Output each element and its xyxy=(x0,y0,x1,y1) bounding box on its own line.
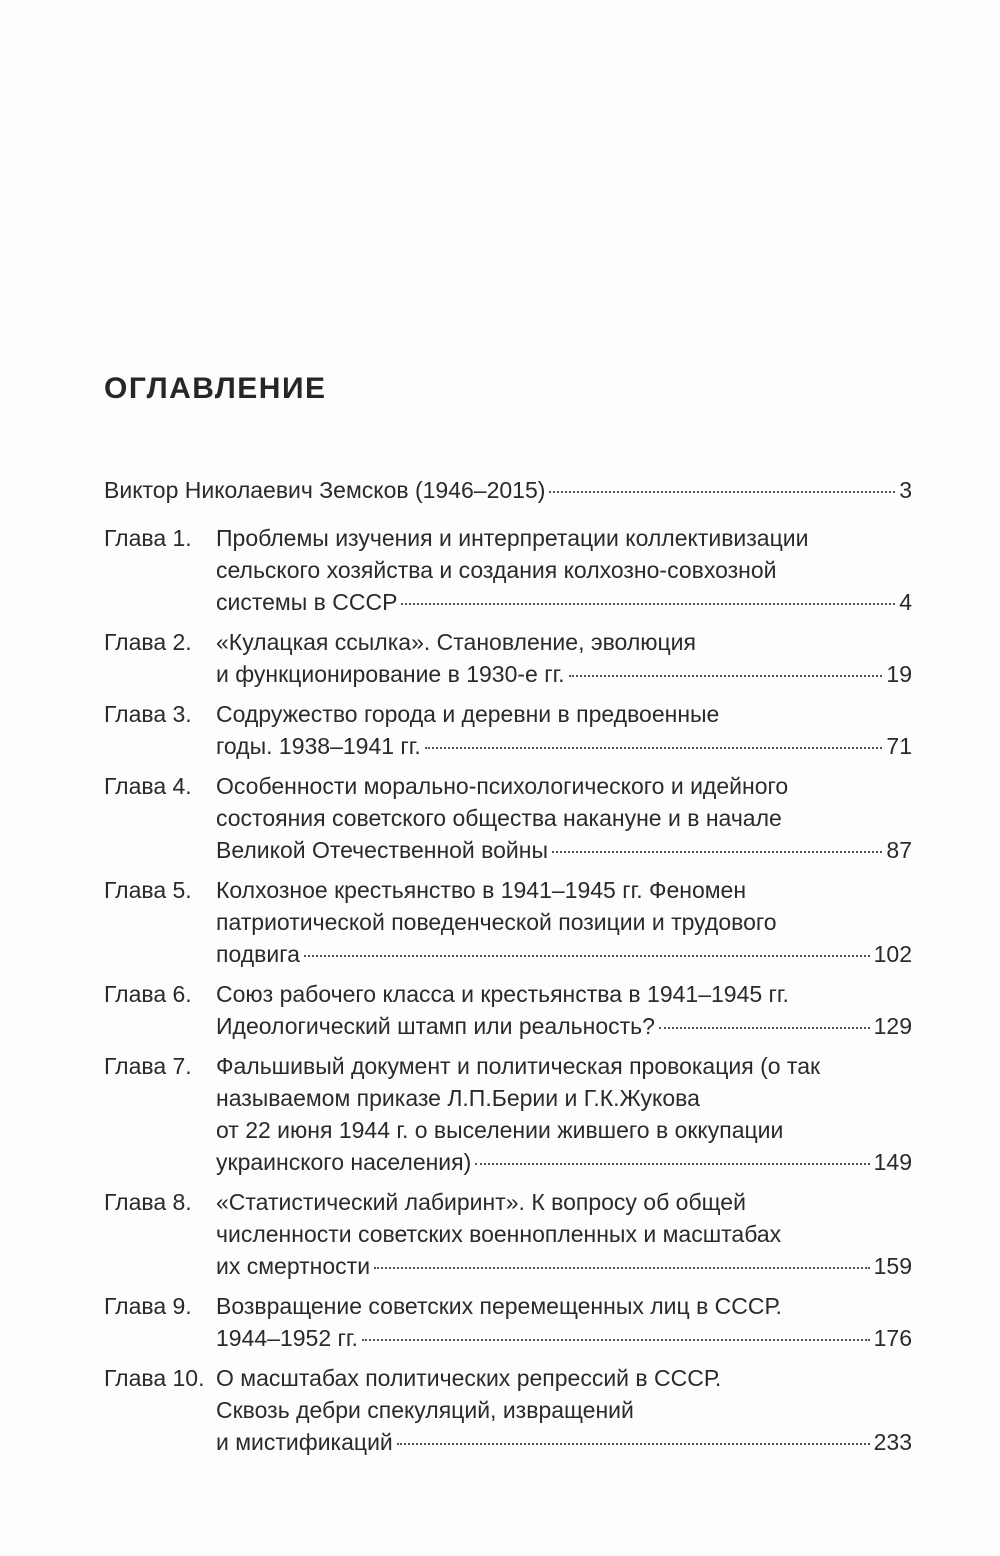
toc-entry-chapter-4[interactable] xyxy=(104,770,912,866)
chapter-title-line: Проблемы изучения и интерпретации коллективизации xyxy=(216,525,809,551)
chapter-title-line: и мистификаций xyxy=(216,1429,393,1455)
page-number: 233 xyxy=(873,1429,912,1455)
page-title: ОГЛАВЛЕНИЕ xyxy=(104,372,327,405)
dot-leader xyxy=(552,851,882,853)
chapter-title-line: Сквозь дебри спекуляций, извращений xyxy=(216,1397,634,1423)
page-number: 102 xyxy=(873,941,912,967)
toc-entry-last-line xyxy=(216,1322,912,1354)
toc-entry-last-line xyxy=(216,730,912,762)
toc-entry-chapter-8[interactable] xyxy=(104,1186,912,1282)
chapter-label: Глава 6. xyxy=(104,981,192,1007)
chapter-title-line: состояния советского общества накануне и в начале xyxy=(216,805,782,831)
toc-entry-chapter-2[interactable] xyxy=(104,626,912,690)
chapter-title-line: украинского населения) xyxy=(216,1149,472,1175)
dot-leader xyxy=(549,491,895,493)
toc-entry-last-line xyxy=(216,834,912,866)
toc-entry-body xyxy=(216,1050,912,1178)
chapter-title-line: их смертности xyxy=(216,1253,371,1279)
dot-leader xyxy=(569,675,883,677)
toc-entry-body xyxy=(216,874,912,970)
chapter-title-line: Союз рабочего класса и крестьянства в 1941–1945 гг. xyxy=(216,981,789,1007)
toc-entry-body xyxy=(104,474,912,506)
chapter-title-line: называемом приказе Л.П.Берии и Г.К.Жукова xyxy=(216,1085,700,1111)
chapter-label: Глава 4. xyxy=(104,773,192,799)
toc-entry-last-line xyxy=(216,938,912,970)
chapter-title-line: и функционирование в 1930-е гг. xyxy=(216,661,565,687)
dot-leader xyxy=(362,1339,870,1341)
toc-entry-title: Виктор Николаевич Земсков (1946–2015) xyxy=(104,477,546,503)
page-number: 176 xyxy=(873,1325,912,1351)
toc-entry-last-line xyxy=(104,474,912,506)
chapter-title-line: «Статистический лабиринт». К вопросу об общей xyxy=(216,1189,746,1215)
page-number: 149 xyxy=(873,1149,912,1175)
toc-entry-body xyxy=(216,626,912,690)
chapter-label: Глава 10. xyxy=(104,1365,205,1391)
chapter-label: Глава 1. xyxy=(104,525,192,551)
page-number: 159 xyxy=(873,1253,912,1279)
toc-entry-last-line xyxy=(216,586,912,618)
toc-entry-body xyxy=(216,522,912,618)
page-number: 87 xyxy=(886,837,912,863)
chapter-title-line: «Кулацкая ссылка». Становление, эволюция xyxy=(216,629,696,655)
toc-entry-body xyxy=(216,698,912,762)
toc-entry-chapter-1[interactable] xyxy=(104,522,912,618)
toc-entry-last-line xyxy=(216,1146,912,1178)
chapter-title-line: Содружество города и деревни в предвоенные xyxy=(216,701,720,727)
chapter-title-line: Возвращение советских перемещенных лиц в СССР. xyxy=(216,1293,782,1319)
toc-entry-last-line xyxy=(216,1010,912,1042)
chapter-title-line: системы в СССР xyxy=(216,589,398,615)
toc-entry-body xyxy=(216,1362,912,1458)
chapter-title-line: годы. 1938–1941 гг. xyxy=(216,733,421,759)
dot-leader xyxy=(475,1163,869,1165)
chapter-label: Глава 8. xyxy=(104,1189,192,1215)
table-of-contents xyxy=(104,474,912,1466)
toc-entry-body xyxy=(216,770,912,866)
chapter-title-line: Идеологический штамп или реальность? xyxy=(216,1013,655,1039)
dot-leader xyxy=(401,603,895,605)
chapter-title-line: 1944–1952 гг. xyxy=(216,1325,358,1351)
dot-leader xyxy=(425,747,883,749)
page-number: 71 xyxy=(886,733,912,759)
chapter-title-line: от 22 июня 1944 г. о выселении жившего в оккупации xyxy=(216,1117,784,1143)
toc-entry-intro[interactable] xyxy=(104,474,912,506)
page-number: 3 xyxy=(899,477,912,503)
toc-entry-last-line xyxy=(216,1250,912,1282)
chapter-title-line: численности советских военнопленных и масштабах xyxy=(216,1221,782,1247)
chapter-title-line: Особенности морально-психологического и идейного xyxy=(216,773,789,799)
toc-entry-chapter-3[interactable] xyxy=(104,698,912,762)
toc-entry-body xyxy=(216,1186,912,1282)
toc-entry-chapter-5[interactable] xyxy=(104,874,912,970)
chapter-label: Глава 7. xyxy=(104,1053,192,1079)
chapter-label: Глава 3. xyxy=(104,701,192,727)
toc-entry-last-line xyxy=(216,658,912,690)
page-number: 4 xyxy=(899,589,912,615)
toc-entry-chapter-7[interactable] xyxy=(104,1050,912,1178)
page-number: 129 xyxy=(873,1013,912,1039)
dot-leader xyxy=(304,955,870,957)
chapter-label: Глава 9. xyxy=(104,1293,192,1319)
chapter-title-line: Колхозное крестьянство в 1941–1945 гг. Феномен xyxy=(216,877,747,903)
chapter-title-line: Великой Отечественной войны xyxy=(216,837,549,863)
toc-entry-body xyxy=(216,978,912,1042)
chapter-title-line: Фальшивый документ и политическая провокация (о так xyxy=(216,1053,821,1079)
chapter-title-line: патриотической поведенческой позиции и трудового xyxy=(216,909,777,935)
chapter-title-line: сельского хозяйства и создания колхозно-совхозной xyxy=(216,557,777,583)
toc-entry-body xyxy=(216,1290,912,1354)
chapter-title-line: подвига xyxy=(216,941,300,967)
chapter-label: Глава 2. xyxy=(104,629,192,655)
toc-entry-chapter-9[interactable] xyxy=(104,1290,912,1354)
chapter-label: Глава 5. xyxy=(104,877,192,903)
dot-leader xyxy=(374,1267,870,1269)
dot-leader xyxy=(397,1443,870,1445)
toc-entry-last-line xyxy=(216,1426,912,1458)
toc-entry-chapter-10[interactable] xyxy=(104,1362,912,1458)
page-number: 19 xyxy=(886,661,912,687)
toc-entry-chapter-6[interactable] xyxy=(104,978,912,1042)
chapter-title-line: О масштабах политических репрессий в СССР. xyxy=(216,1365,722,1391)
dot-leader xyxy=(659,1027,870,1029)
